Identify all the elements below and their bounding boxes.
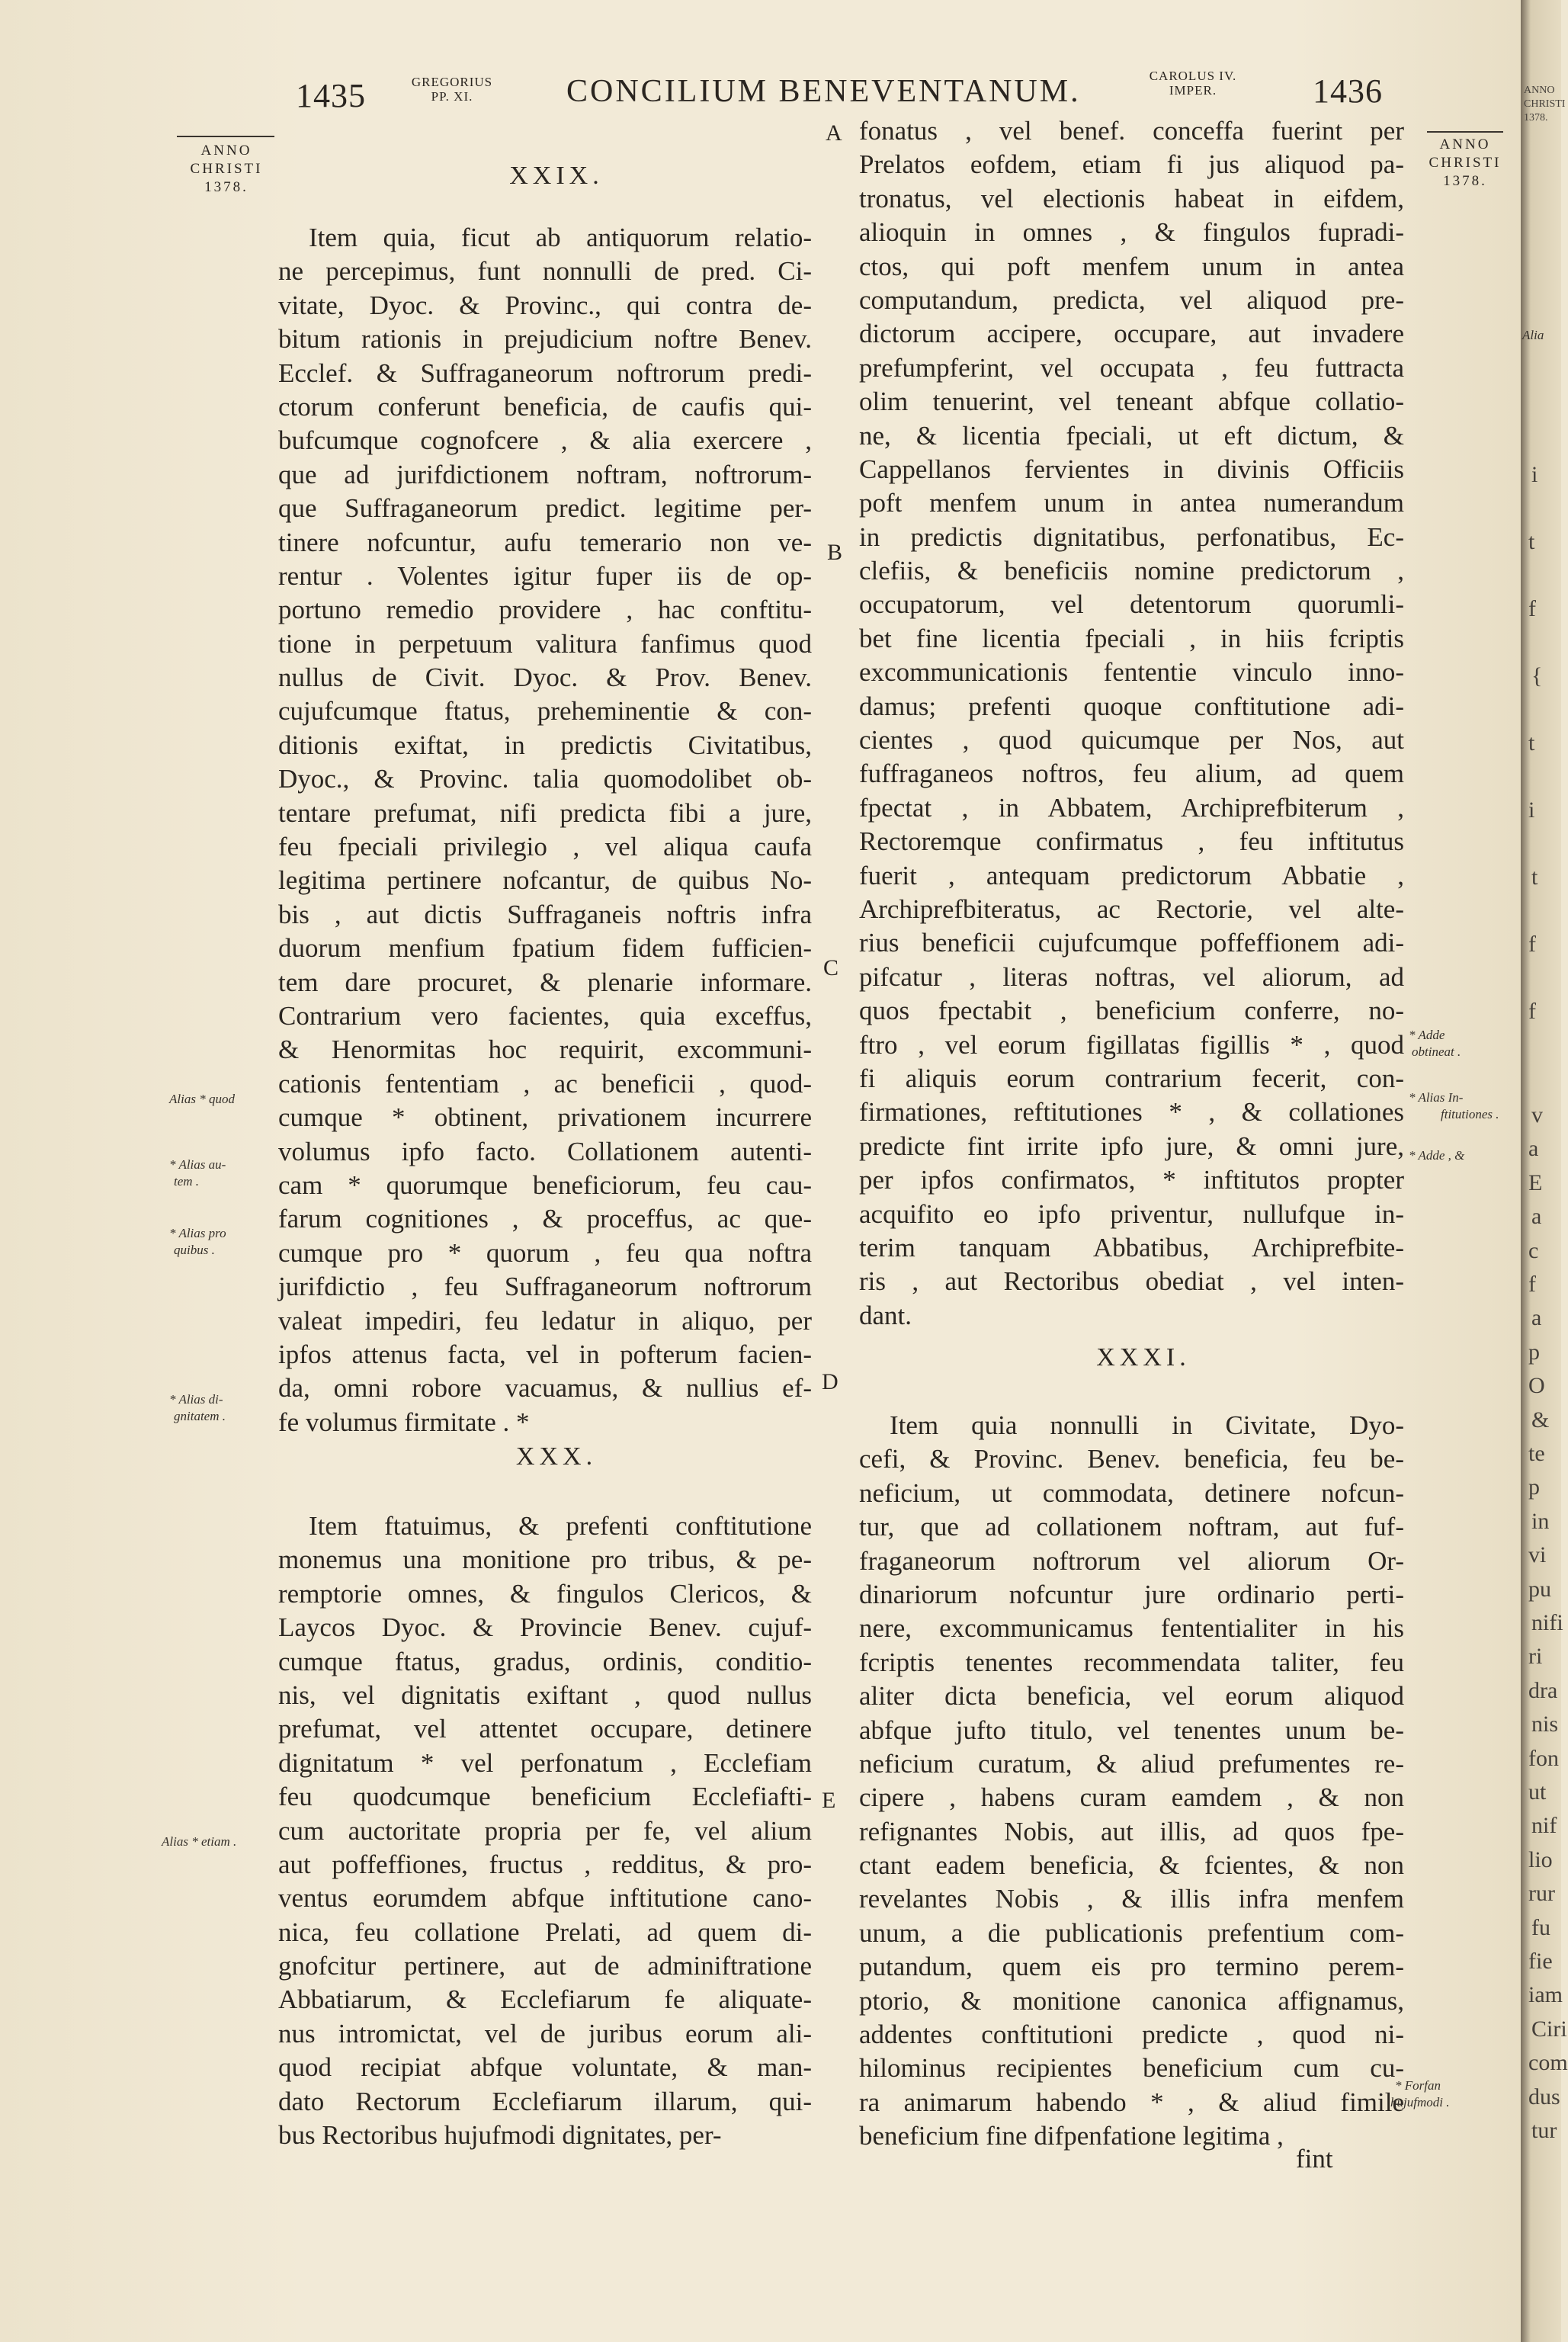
text-line: Item ftatuimus, & prefenti conftitutione xyxy=(309,1511,812,1541)
edge-fragment: E xyxy=(1528,1169,1543,1195)
edge-fragment: iam xyxy=(1528,1982,1563,2008)
text-line: fuffraganeos noftros, feu alium, ad quem xyxy=(859,759,1404,789)
edge-fragment: com xyxy=(1528,2050,1568,2076)
margin-note-left-4b: gnitatem . xyxy=(174,1409,226,1423)
text-line: ne, & licentia fpeciali, ut eft dictum, & xyxy=(859,420,1404,451)
text-line: bet fine licentia fpeciali , in hiis fcriptis xyxy=(859,623,1404,653)
margin-note-right-3: * Adde , & xyxy=(1409,1148,1465,1163)
text-line: cationis fententiam , ac beneficii , quod- xyxy=(278,1068,812,1099)
text-line: refignantes Nobis, aut illis, ad quos fpe- xyxy=(859,1816,1404,1846)
text-line: ctos, qui poft menfem unum in antea xyxy=(859,251,1404,281)
text-line: da, omni robore vacuamus, & nullius ef- xyxy=(278,1373,812,1404)
text-line: Contrarium vero facientes, quia exceffus, xyxy=(278,1000,812,1031)
text-line: cefi, & Provinc. Benev. beneficia, feu be- xyxy=(859,1444,1404,1474)
section-letter-c: C xyxy=(823,955,839,980)
text-line: cumque * obtinent, privationem incurrere xyxy=(278,1102,812,1133)
text-line: cipere , habens curam eamdem , & non xyxy=(859,1782,1404,1813)
anno-left xyxy=(177,142,276,197)
text-line: hilominus recipientes beneficium cum cu- xyxy=(859,2053,1404,2084)
text-line: tem dare procuret, & plenarie informare. xyxy=(278,967,812,997)
section-xxx-text xyxy=(278,1509,812,2152)
text-line: tronatus, vel electionis habeat in eifdem, xyxy=(859,183,1404,213)
text-line: ventus eorumdem abfque inftitutione cano- xyxy=(278,1883,812,1914)
margin-note-left-1: Alias * quod xyxy=(169,1092,235,1106)
text-line: remptorie omnes, & fingulos Clericos, & xyxy=(278,1578,812,1609)
edge-fragment: f xyxy=(1528,596,1536,621)
text-line: dictorum accipere, occupare, aut invadere xyxy=(859,319,1404,349)
running-title: CONCILIUM BENEVENTANUM. xyxy=(566,74,1081,109)
text-line: que Suffraganeorum predict. legitime per- xyxy=(278,493,812,524)
edge-fragment: ut xyxy=(1528,1779,1547,1805)
anno-right-year: 1378. xyxy=(1443,173,1487,189)
anno-right-word: ANNO xyxy=(1439,136,1491,152)
text-line: rentur . Volentes igitur fuper iis de op- xyxy=(278,560,812,591)
text-line: tur, que ad collationem noftram, aut fuf- xyxy=(859,1512,1404,1542)
margin-note-right-2: * Alias In- xyxy=(1409,1090,1464,1105)
text-line: dignitatum * vel perfonatum , Ecclefiam xyxy=(278,1747,812,1778)
edge-fragment: t xyxy=(1528,730,1535,756)
text-line: ne percepimus, funt nonnulli de pred. Ci- xyxy=(278,256,812,287)
text-line: neficium, ut commodata, detinere nofcun- xyxy=(859,1477,1404,1508)
text-line: fuerit , antequam predictorum Abbatie , xyxy=(859,860,1404,890)
text-line: fonatus , vel benef. conceffa fuerint per xyxy=(859,116,1404,146)
text-line: feu fpeciali privilegio , vel aliqua caufa xyxy=(278,832,812,862)
edge-fragment: te xyxy=(1528,1441,1545,1466)
text-line: bis , aut dictis Suffraganeis noftris infra xyxy=(278,899,812,929)
next-page-anno xyxy=(1524,84,1565,125)
edge-fragment: a xyxy=(1531,1305,1542,1331)
next-page-anno-year: 1378. xyxy=(1524,112,1548,124)
edge-fragment: nif xyxy=(1531,1813,1557,1839)
text-line: aut poffeffiones, fructus , redditus, & pro- xyxy=(278,1849,812,1879)
text-line: tinere nofcuntur, aufu temerario non ve- xyxy=(278,527,812,557)
margin-note-right-4b: hujufmodi . xyxy=(1390,2095,1450,2109)
edge-fragment: vi xyxy=(1528,1542,1547,1568)
edge-fragment: nifi xyxy=(1531,1610,1563,1635)
text-line: computandum, predicta, vel aliquod pre- xyxy=(859,284,1404,315)
text-line: cumque ftatus, gradus, ordinis, conditio- xyxy=(278,1646,812,1676)
text-line: clefiis, & beneficiis nomine predictorum , xyxy=(859,556,1404,586)
text-line: abfque jufto titulo, vel tenentes unum be- xyxy=(859,1715,1404,1745)
header-emperor xyxy=(1143,69,1243,98)
text-line: fi aliquis eorum contrarium fecerit, con- xyxy=(859,1063,1404,1093)
text-line: cujufcumque ftatus, preheminentie & con- xyxy=(278,696,812,727)
text-line: addentes conftitutioni predicte , quod ni- xyxy=(859,2020,1404,2050)
edge-fragment: i xyxy=(1528,797,1535,823)
header-rule-right xyxy=(1427,131,1503,133)
text-line: excommunicationis fententie vinculo inno- xyxy=(859,657,1404,688)
text-line: cientes , quod quicumque per Nos, aut xyxy=(859,725,1404,756)
text-line: acquifito eo ipfo priventur, nullufque in- xyxy=(859,1198,1404,1229)
text-line: Ecclef. & Suffraganeorum noftrorum predi- xyxy=(278,358,812,388)
text-line: ipfos attenus facta, vel in pofterum facien- xyxy=(278,1339,812,1369)
margin-note-left-2: * Alias au- xyxy=(169,1157,226,1172)
header-pope xyxy=(410,75,494,104)
text-line: bitum rationis in prejudicium noftre Benev. xyxy=(278,324,812,355)
text-line: Item quia, ficut ab antiquorum relatio- xyxy=(309,223,812,252)
text-line: vitate, Dyoc. & Provinc., qui contra de- xyxy=(278,290,812,320)
text-line: Archiprefbiteratus, ac Rectorie, vel alte- xyxy=(859,893,1404,924)
next-page-edge xyxy=(1521,0,1568,2342)
text-line: bus Rectoribus hujufmodi dignitates, per- xyxy=(278,2120,722,2151)
edge-fragment: t xyxy=(1531,865,1538,890)
page-number-right: 1436 xyxy=(1313,72,1383,110)
text-line: cam * quorumque beneficiorum, feu cau- xyxy=(278,1169,812,1200)
text-line: fe volumus firmitate . * xyxy=(278,1407,530,1437)
text-line: jurifdictio , feu Suffraganeorum noftrorum xyxy=(278,1272,812,1302)
text-line: ditionis exiftat, in predictis Civitatibus, xyxy=(278,730,812,760)
text-line: farum cognitiones , & proceffus, ac que- xyxy=(278,1204,812,1234)
text-line: ra animarum habendo * , & aliud fimile xyxy=(859,2087,1404,2117)
anno-right xyxy=(1419,136,1511,191)
text-line: ctant eadem beneficia, & fcientes, & non xyxy=(859,1850,1404,1881)
text-line: nere, excommunicamus fententialiter in his xyxy=(859,1613,1404,1644)
edge-fragment: O xyxy=(1528,1373,1545,1399)
text-line: beneficium fine difpenfatione legitima , xyxy=(859,2121,1284,2151)
edge-fragment: v xyxy=(1531,1102,1543,1128)
margin-note-left-3b: quibus . xyxy=(174,1243,215,1257)
text-line: bufcumque cognofcere , & alia exercere , xyxy=(278,425,812,456)
section-title-xxix: XXIX. xyxy=(509,162,604,190)
text-line: aliter dicta beneficia, vel eorum aliquod xyxy=(859,1681,1404,1712)
text-line: Abbatiarum, & Ecclefiarum fe aliquate- xyxy=(278,1984,812,2015)
text-line: in predictis dignitatibus, perfonatibus, Ec- xyxy=(859,521,1404,552)
text-line: quod recipiat abfque voluntate, & man- xyxy=(278,2052,812,2083)
text-line: fraganeorum noftrorum vel aliorum Or- xyxy=(859,1545,1404,1576)
text-line: firmationes, reftitutiones * , & collationes xyxy=(859,1097,1404,1128)
section-letter-e: E xyxy=(822,1788,836,1813)
edge-fragment: fie xyxy=(1528,1949,1553,1974)
text-line: per ipfos confirmatos, * inftitutos propter xyxy=(859,1165,1404,1195)
edge-fragment: tur xyxy=(1531,2118,1557,2143)
anno-left-christi: CHRISTI xyxy=(190,161,263,177)
text-line: pifcatur , literas noftras, vel aliorum, ad xyxy=(859,961,1404,992)
text-line: Laycos Dyoc. & Provincie Benev. cujuf- xyxy=(278,1612,812,1643)
edge-fragment: nis xyxy=(1531,1712,1559,1737)
edge-fragment: pu xyxy=(1528,1576,1551,1602)
edge-fragment: c xyxy=(1528,1237,1539,1263)
text-line: neficium curatum, & aliud prefumentes re- xyxy=(859,1748,1404,1779)
next-page-side-note: Alia xyxy=(1522,328,1544,342)
text-line: duorum menfium fpatium fidem fufficien- xyxy=(278,933,812,964)
text-line: feu quodcumque beneficium Ecclefiafti- xyxy=(278,1782,812,1812)
text-line: revelantes Nobis , & illis infra menfem xyxy=(859,1884,1404,1914)
text-line: quos fpectabit , beneficium conferre, no- xyxy=(859,996,1404,1026)
text-line: ctorum conferunt beneficia, de caufis qui- xyxy=(278,391,812,422)
text-line: prefumat, vel attentet occupare, detinere xyxy=(278,1714,812,1744)
text-line: gnofcitur pertinere, aut de adminiftratione xyxy=(278,1951,812,1981)
text-line: nica, feu collatione Prelati, ad quem di- xyxy=(278,1917,812,1947)
text-line: unum, a die publicationis prefentium com- xyxy=(859,1917,1404,1948)
text-line: poft menfem unum in antea numerandum xyxy=(859,488,1404,518)
text-line: olim tenuerint, vel teneant abfque collatio- xyxy=(859,387,1404,417)
margin-note-left-5: Alias * etiam . xyxy=(162,1834,237,1849)
margin-note-left-2b: tem . xyxy=(174,1174,200,1189)
header-emperor-name: CAROLUS IV. xyxy=(1149,69,1237,83)
section-title-xxxi: XXXI. xyxy=(1096,1343,1191,1372)
text-line: tione in perpetuum valitura fanfimus quod xyxy=(278,628,812,659)
text-line: ftro , vel eorum figillatas figillis * , quod xyxy=(859,1029,1404,1060)
section-xxx-continuation-text xyxy=(859,114,1404,1333)
text-line: Item quia nonnulli in Civitate, Dyo- xyxy=(890,1410,1404,1440)
edge-fragment: dus xyxy=(1528,2084,1560,2109)
edge-fragment: i xyxy=(1531,462,1538,487)
margin-note-left-3: * Alias pro xyxy=(169,1226,226,1240)
text-line: putandum, quem eis pro termino perem- xyxy=(859,1952,1404,1982)
margin-note-right-1: * Adde xyxy=(1409,1028,1445,1042)
text-line: predicte fint irrite ipfo jure, & omni jure, xyxy=(859,1131,1404,1161)
text-line: nis, vel dignitatis exiftant , quod nullus xyxy=(278,1680,812,1710)
page-number-left: 1435 xyxy=(296,77,366,114)
catchword: fint xyxy=(1296,2144,1333,2174)
text-line: ptorio, & monitione canonica affignamus, xyxy=(859,1985,1404,2016)
text-line: cumque pro * quorum , feu qua noftra xyxy=(278,1237,812,1268)
text-line: occupatorum, vel detentorum quorumli- xyxy=(859,589,1404,620)
edge-fragment: Ciri xyxy=(1531,2016,1567,2042)
edge-fragment: ri xyxy=(1528,1644,1543,1670)
section-letter-a: A xyxy=(826,120,842,146)
edge-fragment: p xyxy=(1528,1474,1540,1500)
edge-fragment: p xyxy=(1528,1339,1540,1365)
text-line: valeat impediri, feu ledatur in aliquo, per xyxy=(278,1305,812,1336)
next-page-anno-christi: CHRISTI xyxy=(1524,98,1566,110)
text-line: nullus de Civit. Dyoc. & Prov. Benev. xyxy=(278,662,812,693)
section-title-xxx: XXX. xyxy=(515,1442,598,1471)
text-line: ris , aut Rectoribus obediat , vel inten- xyxy=(859,1266,1404,1297)
header-rule-left xyxy=(177,136,274,137)
next-page-anno-word: ANNO xyxy=(1524,85,1555,96)
text-line: dato Rectorum Ecclefiarum illarum, qui- xyxy=(278,2086,812,2116)
header-pope-number: PP. XI. xyxy=(431,89,473,104)
text-line: alioquin in omnes , & fingulos fupradi- xyxy=(859,217,1404,248)
header-pope-name: GREGORIUS xyxy=(411,75,493,89)
edge-fragment: fu xyxy=(1531,1914,1550,1940)
section-letter-d: D xyxy=(822,1369,839,1394)
text-line: cum auctoritate propria per fe, vel alium xyxy=(278,1815,812,1846)
text-line: damus; prefenti quoque conftitutione adi- xyxy=(859,691,1404,721)
text-line: monemus una monitione pro tribus, & pe- xyxy=(278,1545,812,1575)
margin-note-right-1b: obtineat . xyxy=(1412,1044,1461,1059)
edge-fragment: a xyxy=(1531,1204,1542,1230)
text-line: fcriptis tenentes recommendata taliter, feu xyxy=(859,1647,1404,1677)
anno-right-christi: CHRISTI xyxy=(1429,155,1502,171)
text-line: Rectoremque confirmatus , feu inftitutus xyxy=(859,826,1404,857)
text-line: que ad jurifdictionem noftram, noftrorum- xyxy=(278,459,812,489)
edge-fragment: a xyxy=(1528,1136,1539,1162)
header-emperor-title: IMPER. xyxy=(1169,83,1217,98)
text-line: tentare prefumat, nifi predicta fibi a jure, xyxy=(278,797,812,828)
edge-fragment: dra xyxy=(1528,1677,1558,1703)
edge-fragment: t xyxy=(1528,529,1535,554)
anno-left-word: ANNO xyxy=(200,143,252,159)
text-line: nus intromictat, vel de juribus eorum ali- xyxy=(278,2018,812,2048)
text-line: portuno remedio providere , hac conftitu- xyxy=(278,595,812,625)
margin-note-left-4: * Alias di- xyxy=(169,1392,223,1407)
section-xxix-text xyxy=(278,221,812,1439)
text-line: rius beneficii cujufcumque poffeffionem adi- xyxy=(859,928,1404,958)
edge-fragment: & xyxy=(1531,1407,1550,1432)
text-line: fpectat , in Abbatem, Archiprefbiterum , xyxy=(859,792,1404,823)
text-line: terim tanquam Abbatibus, Archiprefbite- xyxy=(859,1232,1404,1262)
edge-fragment: { xyxy=(1531,663,1543,688)
text-line: prefumpferint, vel occupata , feu futtracta xyxy=(859,352,1404,383)
text-line: Prelatos eofdem, etiam fi jus aliquod pa- xyxy=(859,149,1404,180)
text-line: & Henormitas hoc requirit, excommuni- xyxy=(278,1035,812,1065)
edge-fragment: lio xyxy=(1528,1846,1553,1872)
anno-left-year: 1378. xyxy=(204,179,249,195)
edge-fragment: f xyxy=(1528,1272,1536,1297)
edge-fragment: rur xyxy=(1528,1881,1555,1907)
text-line: volumus ipfo facto. Collationem autenti- xyxy=(278,1136,812,1166)
edge-fragment: f xyxy=(1528,999,1536,1024)
text-line: Dyoc., & Provinc. talia quomodolibet ob- xyxy=(278,764,812,794)
text-line: legitima pertinere nofcantur, de quibus No- xyxy=(278,865,812,896)
section-letter-b: B xyxy=(827,540,843,565)
section-xxxi-text xyxy=(859,1409,1404,2154)
text-line: dant. xyxy=(859,1300,912,1330)
text-line: dinariorum nofcuntur jure ordinario perti- xyxy=(859,1579,1404,1609)
edge-fragment: in xyxy=(1531,1508,1550,1534)
margin-note-right-4: * Forfan xyxy=(1395,2078,1441,2093)
text-line: Cappellanos fervientes in divinis Officiis xyxy=(859,454,1404,484)
margin-note-right-2b: ftitutiones . xyxy=(1441,1107,1499,1121)
edge-fragment: f xyxy=(1528,932,1536,957)
edge-fragment: fon xyxy=(1528,1745,1559,1771)
